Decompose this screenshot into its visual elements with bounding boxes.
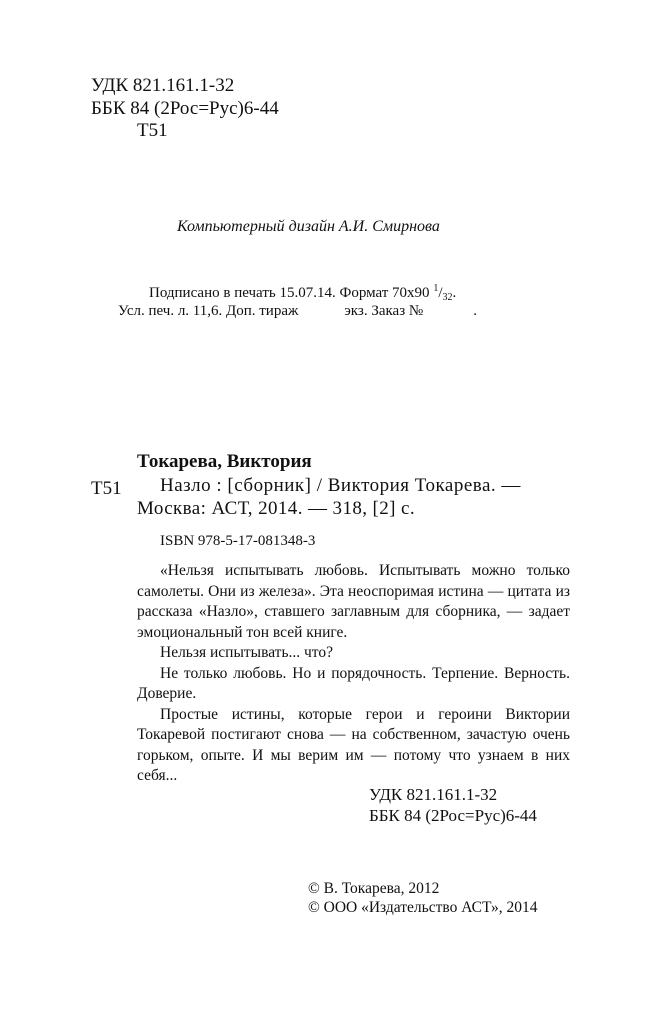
title-line-2: Москва: АСТ, 2014. — 318, [2] с. [137,498,416,519]
print-sheets: Усл. печ. л. 11,6. Доп. тираж [118,303,299,319]
udk-code: УДК 821.161.1-32 [369,785,498,804]
format-fraction-numerator: 1 [433,283,439,294]
annotation-paragraph: Не только любовь. Но и порядочность. Терпение. Верность. Доверие. [137,664,570,702]
print-info-text: Подписано в печать 15.07.14. Формат 70x90 [149,285,430,301]
order-number-label: экз. Заказ № [344,303,424,319]
annotation [137,561,570,787]
design-credit: Компьютерный дизайн А.И. Смирнова [177,218,440,235]
annotation-paragraph: «Нельзя испытывать любовь. Испытывать можно только самолеты. Они из железа». Эта неоспоримая истина — цитата из рассказа «Назло», ставшего заглавным для сборника, — задает эмоциональный тон всей книге. [137,562,570,641]
print-info-line1-end: . [452,285,457,301]
copyright-author: © В. Токарева, 2012 [308,880,440,897]
title-line-1: Назло : [сборник] / Виктория Токарева. — [160,475,521,496]
udk-block-top [91,74,279,120]
copyright-block [308,879,538,917]
isbn: ISBN 978-5-17-081348-3 [160,533,316,549]
annotation-paragraph: Нельзя испытывать... что? [160,644,334,661]
annotation-paragraph: Простые истины, которые герои и героини Виктории Токаревой постигают снова — на собственном, зачастую очень горьком, опыте. И мы верим им — потому что узнаем в них себя... [137,705,570,784]
copyright-publisher: © ООО «Издательство АСТ», 2014 [308,899,538,916]
author-mark-catalog: Т51 [91,478,122,499]
print-info-line1: Подписано в печать 15.07.14. Формат 70x90 $^1/_{32}$. [149,283,457,303]
bbk-code: ББК 84 (2Рос=Рус)6-44 [369,806,537,825]
udk-block-bottom [369,784,537,826]
print-info-line2-end: . [473,303,477,319]
print-info-line2 [118,303,477,320]
format-fraction-denominator: 32 [442,292,453,303]
udk-code: УДК 821.161.1-32 [91,75,235,96]
bbk-code: ББК 84 (2Рос=Рус)6-44 [91,98,279,119]
author-mark-top: Т51 [137,120,168,141]
author-heading: Токарева, Виктория [137,451,312,472]
